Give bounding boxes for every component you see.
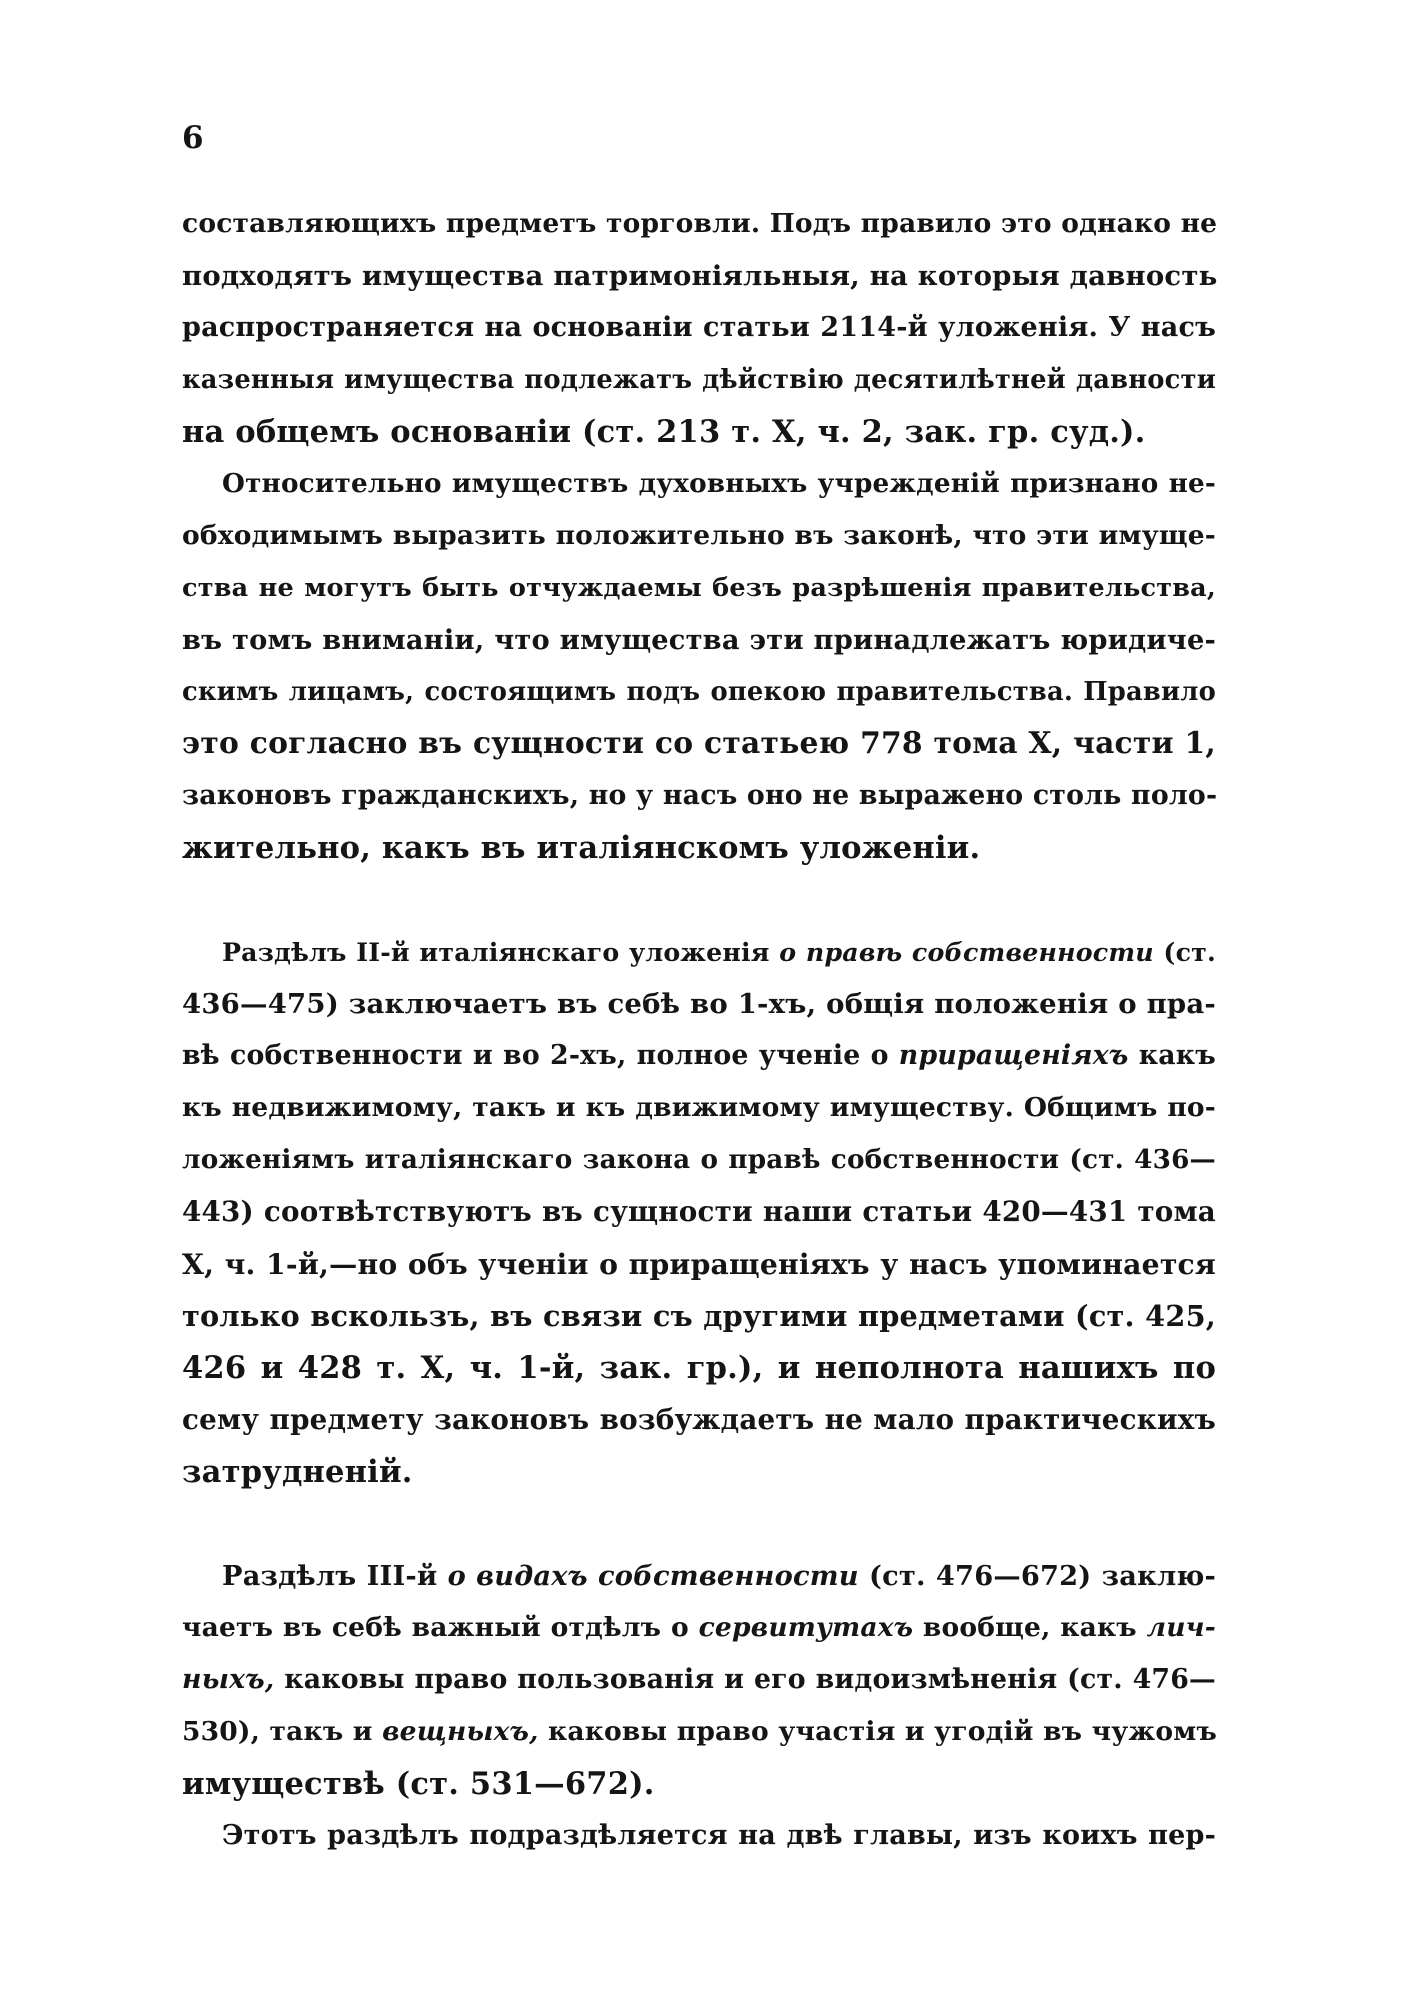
text-line: ства не могутъ быть отчуждаемы безъ разрѣшенія правительства,	[182, 573, 1216, 603]
paragraph-gap	[182, 874, 1216, 926]
paragraph	[182, 1550, 1216, 1810]
text-line: X, ч. 1-й,—но объ ученіи о приращеніяхъ у насъ упоминается	[182, 1247, 1216, 1281]
text-line: Этотъ раздѣлъ подраздѣляется на двѣ главы, изъ коихъ пер-	[222, 1820, 1216, 1851]
text-line: вѣ собственности и во 2-хъ, полное ученіе о приращеніяхъ какъ	[182, 1040, 1216, 1071]
text-line: ныхъ, каковы право пользованія и его видоизмѣненія (ст. 476—	[182, 1664, 1216, 1695]
text-line: чаетъ въ себѣ важный отдѣлъ о сервитутахъ вообще, какъ лич-	[182, 1612, 1216, 1643]
text-line: 443) соотвѣтствуютъ въ сущности наши статьи 420—431 тома	[182, 1195, 1216, 1228]
paragraph-gap	[182, 1498, 1216, 1550]
text-line: 436—475) заключаетъ въ себѣ во 1-хъ, общія положенія о пра-	[182, 988, 1216, 1020]
text-line: обходимымъ выразить положительно въ законѣ, что эти имуще-	[182, 520, 1216, 551]
paragraph	[182, 198, 1216, 458]
text-line: ложеніямъ италіянскаго закона о правѣ собственности (ст. 436—	[182, 1144, 1216, 1175]
text-line: на общемъ основаніи (ст. 213 т. X, ч. 2, зак. гр. суд.).	[182, 414, 1146, 450]
text-line: 426 и 428 т. X, ч. 1-й, зак. гр.), и неполнота нашихъ по	[182, 1350, 1216, 1386]
text-line: только вскользъ, въ связи съ другими предметами (ст. 425,	[182, 1299, 1216, 1333]
text-line: казенныя имущества подлежатъ дѣйствію десятилѣтней давности	[182, 365, 1216, 395]
page-number: 6	[182, 120, 204, 156]
text-line: Относительно имуществъ духовныхъ учрежденій признано не-	[222, 468, 1216, 499]
text-line: сему предмету законовъ возбуждаетъ не мало практическихъ	[182, 1403, 1216, 1436]
text-line: затрудненій.	[182, 1454, 413, 1490]
text-line: Раздѣлъ III-й о видахъ собственности (ст. 476—672) заклю-	[222, 1560, 1217, 1592]
text-line: законовъ гражданскихъ, но у насъ оно не выражено столь поло-	[182, 780, 1218, 811]
text-line: къ недвижимому, такъ и къ движимому имуществу. Общимъ по-	[182, 1092, 1216, 1123]
paragraph	[182, 926, 1216, 1498]
paragraph	[182, 458, 1216, 874]
text-line: это согласно въ сущности со статьею 778 тома X, части 1,	[182, 726, 1216, 761]
text-line: имуществѣ (ст. 531—672).	[182, 1766, 655, 1802]
text-line: жительно, какъ въ италіянскомъ уложеніи.	[182, 830, 981, 866]
text-line: подходятъ имущества патримоніяльныя, на которыя давность	[182, 260, 1218, 292]
text-line: распространяется на основаніи статьи 2114-й уложенія. У насъ	[182, 312, 1216, 343]
text-line: скимъ лицамъ, состоящимъ подъ опекою правительства. Правило	[182, 677, 1216, 707]
text-line: составляющихъ предметъ торговли. Подъ правило это однако не	[182, 208, 1218, 239]
text-line: Раздѣлъ II-й италіянскаго уложенія о правѣ собственности (ст.	[222, 937, 1216, 967]
text-column	[182, 198, 1216, 1862]
paragraph	[182, 1810, 1216, 1862]
text-line: въ томъ вниманіи, что имущества эти принадлежатъ юридиче-	[182, 624, 1216, 656]
text-line: 530), такъ и вещныхъ, каковы право участія и угодій въ чужомъ	[182, 1716, 1217, 1747]
